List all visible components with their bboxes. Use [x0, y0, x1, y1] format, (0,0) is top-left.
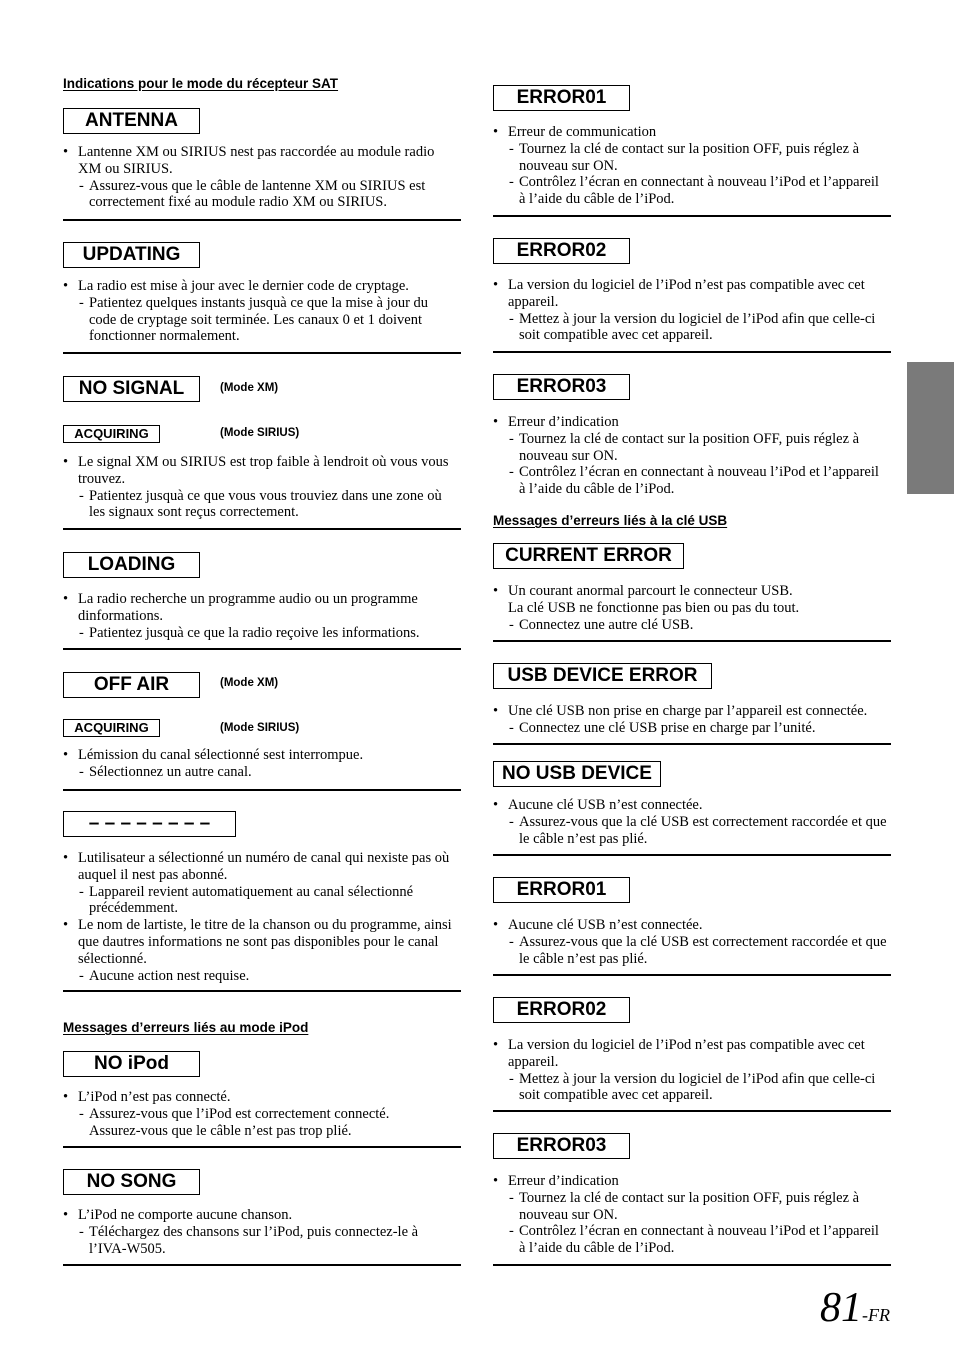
acquiring-indicator: ACQUIRING — [63, 425, 160, 443]
divider — [493, 854, 891, 856]
error03-ipod-indicator: ERROR03 — [493, 374, 630, 400]
dashes-indicator: – – – – – – – – — [63, 811, 236, 837]
usb-errors-heading: Messages d’erreurs liés à la clé USB — [493, 513, 728, 528]
sat-mode-heading: Indications pour le mode du récepteur SAT — [63, 76, 339, 91]
page-number-value: 81 — [820, 1285, 862, 1331]
divider — [493, 1110, 891, 1112]
divider — [63, 1264, 461, 1266]
error02-usb-indicator: ERROR02 — [493, 997, 630, 1023]
divider — [493, 215, 891, 217]
error02-ipod-indicator: ERROR02 — [493, 238, 630, 264]
no-signal-indicator: NO SIGNAL — [63, 376, 200, 402]
divider — [63, 352, 461, 354]
updating-indicator: UPDATING — [63, 242, 200, 268]
usb-device-error-description: • Une clé USB non prise en charge par l’appareil est connectée. - Connectez une clé USB prise en charge par l’unité. — [493, 703, 867, 737]
divider — [63, 990, 461, 992]
divider — [493, 1264, 891, 1266]
no-signal-description: • Le signal XM ou SIRIUS est trop faible à lendroit où vous vous trouvez. - Patientez jusquà ce que vous vous trouviez dans une zone où les signaux sont reçus correctement. — [63, 454, 449, 521]
off-air-description: • Lémission du canal sélectionné sest interrompue. - Sélectionnez un autre canal. — [63, 747, 363, 781]
divider — [63, 1146, 461, 1148]
error01-usb-description: • Aucune clé USB n’est connectée. - Assurez-vous que la clé USB est correctement raccordée et que le câble n’est pas plié. — [493, 917, 887, 967]
divider — [493, 351, 891, 353]
mode-xm-label: (Mode XM) — [220, 677, 279, 689]
usb-device-error-indicator: USB DEVICE ERROR — [493, 663, 712, 689]
divider — [63, 219, 461, 221]
updating-description: • La radio est mise à jour avec le dernier code de cryptage. - Patientez quelques instants jusquà ce que la mise à jour du code de cryptage soit terminée. Les canaux 0 et 1 doivent fonctionner normalement. — [63, 278, 428, 345]
no-usb-device-description: • Aucune clé USB n’est connectée. - Assurez-vous que la clé USB est correctement raccordée et que le câble n’est pas plié. — [493, 797, 887, 847]
error03-usb-indicator: ERROR03 — [493, 1133, 630, 1159]
no-usb-device-indicator: NO USB DEVICE — [493, 761, 661, 787]
divider — [493, 974, 891, 976]
no-song-indicator: NO SONG — [63, 1169, 200, 1195]
divider — [63, 528, 461, 530]
divider — [493, 743, 891, 745]
no-song-description: • L’iPod ne comporte aucune chanson. - Téléchargez des chansons sur l’iPod, puis connectez-le à l’IVA-W505. — [63, 1207, 418, 1257]
off-air-indicator: OFF AIR — [63, 672, 200, 698]
antenna-indicator: ANTENNA — [63, 108, 200, 134]
current-error-indicator: CURRENT ERROR — [493, 543, 684, 569]
dashes-description: • Lutilisateur a sélectionné un numéro de canal qui nexiste pas où auquel il nest pas abonné. - Lappareil revient automatiquement au canal sélectionné précédemment. • Le nom de lartiste, le titre de la chanson ou du programme, ainsi que dautres informations ne sont pas disponibles pour le canal sélectionné. - Aucune action nest requise. — [63, 850, 452, 984]
current-error-description: • Un courant anormal parcourt le connecteur USB. La clé USB ne fonctionne pas bien ou pas du tout. - Connectez une autre clé USB. — [493, 583, 799, 633]
mode-sirius-label: (Mode SIRIUS) — [220, 427, 300, 439]
error03-usb-description: • Erreur d’indication - Tournez la clé de contact sur la position OFF, puis réglez à nouveau sur ON. - Contrôlez l’écran en connectant à nouveau l’iPod et l’appareil à l’aide du câble de l’iPod. — [493, 1173, 879, 1257]
page-number-suffix: -FR — [862, 1305, 890, 1325]
loading-description: • La radio recherche un programme audio ou un programme dinformations. - Patientez jusquà ce que la radio reçoive les informations. — [63, 591, 420, 641]
antenna-description: • Lantenne XM ou SIRIUS nest pas raccordée au module radio XM ou SIRIUS. - Assurez-vous que le câble de lantenne XM ou SIRIUS est correctement fixé au module radio XM ou SIRIUS. — [63, 144, 434, 211]
no-ipod-description: • L’iPod n’est pas connecté. - Assurez-vous que l’iPod est correctement connecté. Assurez-vous que le câble n’est pas trop plié. — [63, 1089, 389, 1139]
divider — [63, 789, 461, 791]
mode-sirius-label: (Mode SIRIUS) — [220, 722, 300, 734]
error01-usb-indicator: ERROR01 — [493, 877, 630, 903]
divider — [63, 648, 461, 650]
error02-ipod-description: • La version du logiciel de l’iPod n’est pas compatible avec cet appareil. - Mettez à jour la version du logiciel de l’iPod afin que celle-ci soit compatible avec cet appareil. — [493, 277, 875, 344]
ipod-errors-heading: Messages d’erreurs liés au mode iPod — [63, 1020, 309, 1035]
section-side-tab — [907, 362, 954, 494]
no-ipod-indicator: NO iPod — [63, 1051, 200, 1077]
error03-ipod-description: • Erreur d’indication - Tournez la clé de contact sur la position OFF, puis réglez à nouveau sur ON. - Contrôlez l’écran en connectant à nouveau l’iPod et l’appareil à l’aide du câble de l’iPod. — [493, 414, 879, 498]
divider — [493, 640, 891, 642]
error01-ipod-indicator: ERROR01 — [493, 85, 630, 111]
error01-ipod-description: • Erreur de communication - Tournez la clé de contact sur la position OFF, puis réglez à nouveau sur ON. - Contrôlez l’écran en connectant à nouveau l’iPod et l’appareil à l’aide du câble de l’iPod. — [493, 124, 879, 208]
error02-usb-description: • La version du logiciel de l’iPod n’est pas compatible avec cet appareil. - Mettez à jour la version du logiciel de l’iPod afin que celle-ci soit compatible avec cet appareil. — [493, 1037, 875, 1104]
page-number — [820, 1284, 890, 1332]
acquiring-indicator: ACQUIRING — [63, 719, 160, 737]
loading-indicator: LOADING — [63, 552, 200, 578]
mode-xm-label: (Mode XM) — [220, 382, 279, 394]
